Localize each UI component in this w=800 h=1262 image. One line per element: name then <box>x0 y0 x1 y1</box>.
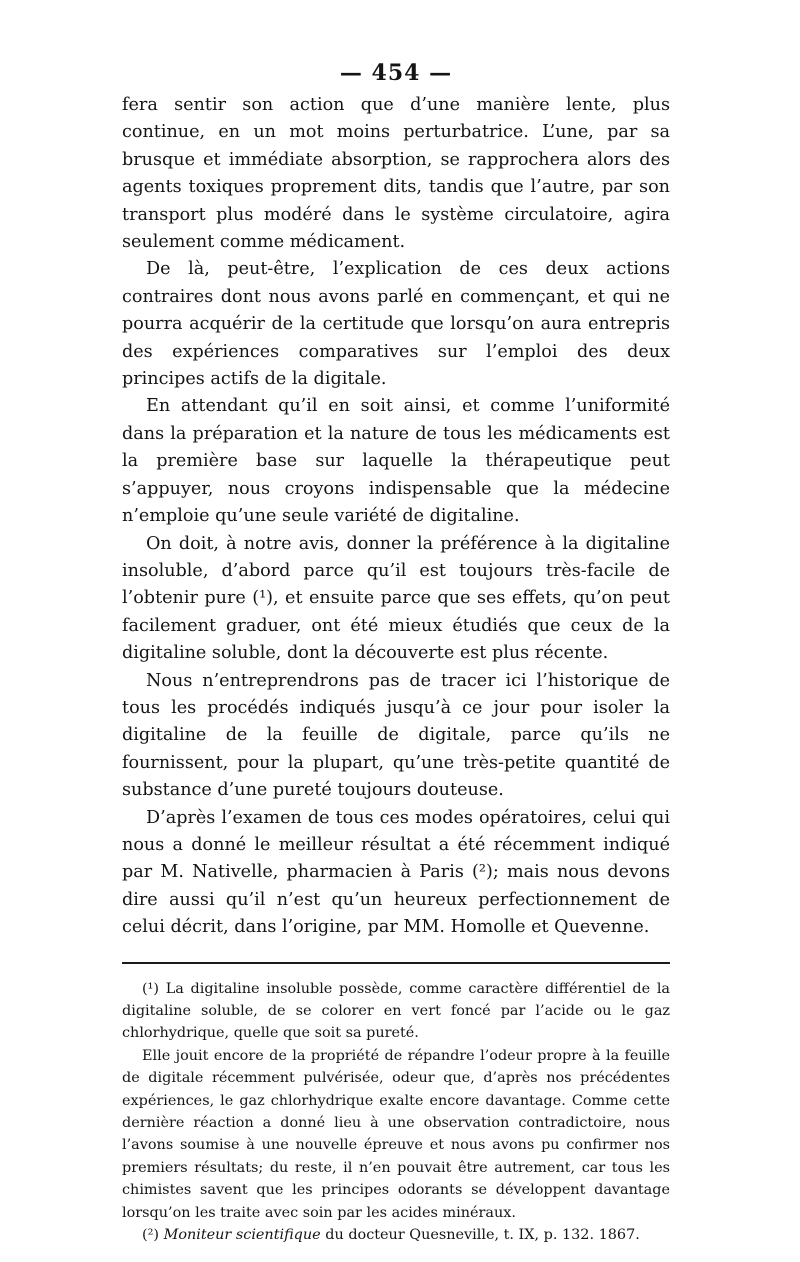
book-page <box>122 58 670 1246</box>
footnote-2-journal-title: Moniteur scientifique <box>163 1227 321 1244</box>
footnote-1-continuation: Elle jouit encore de la propriété de répandre l’odeur propre à la feuille de digitale récemment pulvérisée, odeur que, d’après nos précédentes expériences, le gaz chlorhydrique exalte encore davantage. Comme cette dernière réaction a donné lieu à une observation contradictoire, nous l’avons soumise à une nouvelle épreuve et nous avons pu confirmer nos premiers résultats; du reste, il n’en pouvait être autrement, car tous les chimistes savent que les principes odorants se développent davantage lorsqu’on les traite avec soin par les acides minéraux. <box>122 1047 670 1221</box>
paragraph-5: Nous n’entreprendrons pas de tracer ici l’historique de tous les procédés indiqués jusqu’à ce jour pour isoler la digitaline de la feuille de digitale, parce qu’ils ne fournissent, pour la plupart, qu’une très-petite quantité de substance d’une pureté toujours douteuse. <box>122 670 670 801</box>
paragraph-4: On doit, à notre avis, donner la préférence à la digitaline insoluble, d’abord parce qu’il est toujours très-facile de l’obtenir pure (¹), et ensuite parce que ses effets, qu’on peut facilement graduer, ont été mieux étudiés que ceux de la digitaline soluble, dont la découverte est plus récente. <box>122 533 670 664</box>
paragraph-2: De là, peut-être, l’explication de ces deux actions contraires dont nous avons parlé en commençant, et qui ne pourra acquérir de la certitude que lorsqu’on aura entrepris des expériences comparatives sur l’emploi des deux principes actifs de la digitale. <box>122 259 670 390</box>
paragraph-3: En attendant qu’il en soit ainsi, et comme l’uniformité dans la préparation et la nature de tous les médicaments est la première base sur laquelle la thérapeutique peut s’appuyer, nous croyons indispensable que la médecine n’emploie qu’une seule variété de digitaline. <box>122 396 670 527</box>
footnote-2-marker: (²) <box>142 1227 164 1244</box>
page-number: — 454 — <box>339 60 453 86</box>
footnote-2-citation: du docteur Quesneville, t. IX, p. 132. 1867. <box>320 1227 640 1244</box>
footnotes <box>122 978 670 1247</box>
body-text <box>122 92 670 942</box>
paragraph-1: fera sentir son action que d’une manière lente, plus continue, en un mot moins perturbatrice. L’une, par sa brusque et immédiate absorption, se rapprochera alors des agents toxiques proprement dits, tandis que l’autre, par son transport plus modéré dans le système circulatoire, agira seulement comme médicament. <box>122 95 670 253</box>
footnote-separator <box>122 962 670 964</box>
footnote-1: (¹) La digitaline insoluble possède, comme caractère différentiel de la digitaline soluble, de se colorer en vert foncé par l’acide ou le gaz chlorhydrique, quelle que soit sa pureté. <box>122 980 670 1042</box>
paragraph-6: D’après l’examen de tous ces modes opératoires, celui qui nous a donné le meilleur résultat a été récemment indiqué par M. Nativelle, pharmacien à Paris (²); mais nous devons dire aussi qu’il n’est qu’un heureux perfectionnement de celui décrit, dans l’origine, par MM. Homolle et Quevenne. <box>122 807 670 938</box>
footnote-2 <box>122 1224 670 1246</box>
